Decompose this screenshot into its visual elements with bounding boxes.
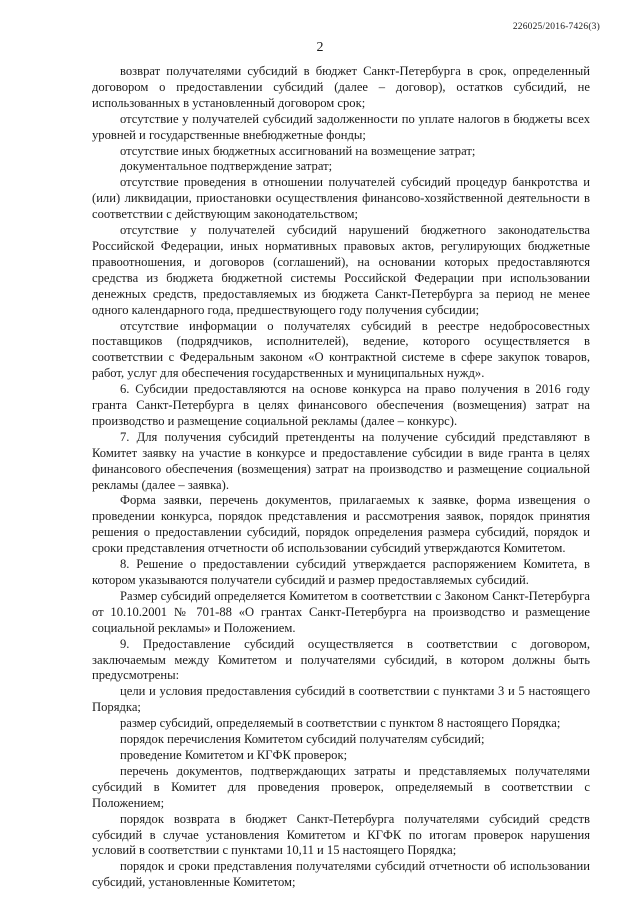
paragraph: размер субсидий, определяемый в соответствии с пунктом 8 настоящего Порядка; xyxy=(120,716,561,731)
paragraph: 8. Решение о предоставлении субсидий утверждается распоряжением Комитета, в котором указываются получатели субсидий и размер предоставляемых субсидий. xyxy=(92,557,590,587)
document-body xyxy=(92,64,590,891)
paragraph: отсутствие у получателей субсидий нарушений бюджетного законодательства Российской Федерации, иных нормативных правовых актов, регулирующих бюджетные правоотношения, и договоров (соглашений), на основании которых предоставляются средства из бюджета бюджетной системы Российской Федерации при использовании денежных средств, предоставляемых из бюджета Санкт-Петербурга за период не менее одного календарного года, предшествующего году получения субсидии; xyxy=(92,223,590,317)
page-number: 2 xyxy=(316,40,324,55)
paragraph: возврат получателями субсидий в бюджет Санкт-Петербурга в срок, определенный договором о предоставлении субсидий (далее – договор), остатков субсидий, не использованных в установленный договором срок; xyxy=(92,64,590,110)
paragraph: отсутствие проведения в отношении получателей субсидий процедур банкротства и (или) ликвидации, приостановки осуществления финансово-хозяйственной деятельности в соответствии с действующим законодательством; xyxy=(92,175,590,222)
paragraph: порядок и сроки представления получателями субсидий отчетности об использовании субсидий, установленные Комитетом; xyxy=(92,859,590,890)
paragraph: документальное подтверждение затрат; xyxy=(120,159,333,174)
paragraph: 9. Предоставление субсидий осуществляется в соответствии с договором, заключаемым между Комитетом и получателями субсидий, в котором должны быть предусмотрены: xyxy=(92,636,590,683)
paragraph: отсутствие информации о получателях субсидий в реестре недобросовестных поставщиков (подрядчиков, исполнителей), ведение, которого осуществляется в соответствии с Федеральным законом «О контрактной системе в сфере закупок товаров, работ, услуг для обеспечения государственных и муниципальных нужд». xyxy=(92,318,590,381)
document-code: 226025/2016-7426(3) xyxy=(512,22,600,32)
paragraph: Размер субсидий определяется Комитетом в соответствии с Законом Санкт-Петербурга от 10.10.2001 № 701-88 «О грантах Санкт-Петербурга на производство и размещение социальной рекламы» и Положением. xyxy=(92,588,590,635)
paragraph: перечень документов, подтверждающих затраты и представляемых получателями субсидий в Комитет для проведения проверок, определяемый в соответствии с Положением; xyxy=(92,763,590,810)
paragraph: проведение Комитетом и КГФК проверок; xyxy=(120,747,348,762)
paragraph: Форма заявки, перечень документов, прилагаемых к заявке, форма извещения о проведении конкурса, порядок представления и рассмотрения заявок, порядок принятия решения о предоставлении субсидий, порядок определения размера субсидий, порядок и сроки представления отчетности об использовании субсидий утверждаются Комитетом. xyxy=(92,493,590,556)
paragraph: цели и условия предоставления субсидий в соответствии с пунктами 3 и 5 настоящего Порядка; xyxy=(92,684,590,715)
paragraph: порядок возврата в бюджет Санкт-Петербурга получателями субсидий средств субсидий в случае установления Комитетом и КГФК по итогам проверок нарушения условий в соответствии с пунктами 10,11 и 15 настоящего Порядка; xyxy=(92,811,590,858)
paragraph: порядок перечисления Комитетом субсидий получателям субсидий; xyxy=(120,732,485,747)
paragraph: отсутствие у получателей субсидий задолженности по уплате налогов в бюджеты всех уровней и государственные внебюджетные фонды; xyxy=(92,111,590,142)
paragraph: 7. Для получения субсидий претенденты на получение субсидий представляют в Комитет заявку на участие в конкурсе и предоставление субсидии в виде гранта в целях финансового обеспечения (возмещения) затрат на производство и размещение социальной рекламы (далее – заявка). xyxy=(92,429,590,492)
paragraph: 6. Субсидии предоставляются на основе конкурса на право получения в 2016 году гранта Санкт-Петербурга в целях финансового обеспечения (возмещения) затрат на производство и размещение социальной рекламы (далее – конкурс). xyxy=(92,382,590,428)
paragraph: отсутствие иных бюджетных ассигнований на возмещение затрат; xyxy=(120,143,476,158)
